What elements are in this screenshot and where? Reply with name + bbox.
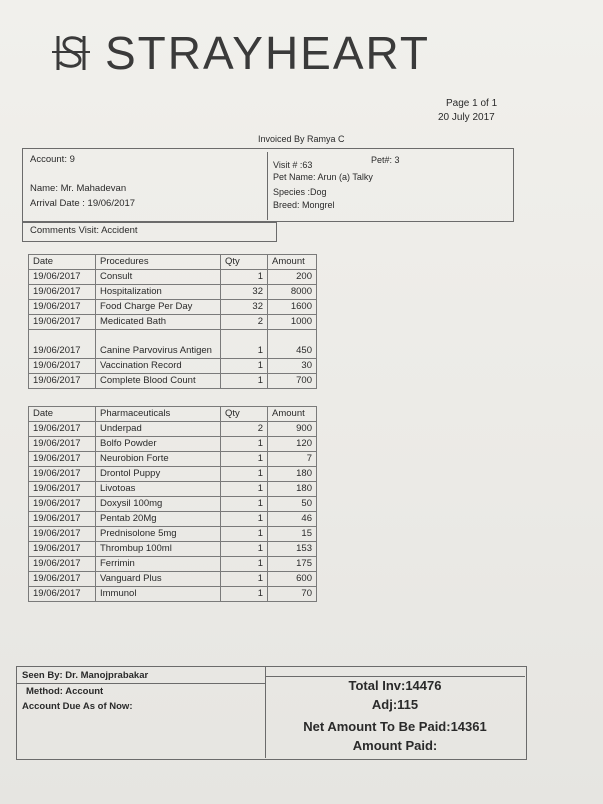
cell: 1	[221, 359, 268, 374]
cell: 1	[221, 512, 268, 527]
cell: 1	[221, 497, 268, 512]
cell: Pentab 20Mg	[96, 512, 221, 527]
total-invoice: Total Inv:14476	[348, 678, 442, 693]
cell: 19/06/2017	[29, 270, 96, 285]
cell: Underpad	[96, 422, 221, 437]
cell: 19/06/2017	[29, 359, 96, 374]
cell: 700	[268, 374, 317, 389]
cell: Vanguard Plus	[96, 572, 221, 587]
seen-by: Seen By: Dr. Manojprabakar	[22, 670, 149, 681]
cell: 1	[221, 270, 268, 285]
footer-divider-h2	[265, 676, 525, 677]
cell: Complete Blood Count	[96, 374, 221, 389]
cell: 19/06/2017	[29, 315, 96, 330]
account-due: Account Due As of Now:	[22, 701, 133, 712]
footer-divider-h	[16, 683, 265, 684]
cell: 8000	[268, 285, 317, 300]
cell: 19/06/2017	[29, 527, 96, 542]
column-header: Qty	[221, 255, 268, 270]
cell: 19/06/2017	[29, 437, 96, 452]
cell: 19/06/2017	[29, 285, 96, 300]
account-number: Account: 9	[30, 154, 75, 165]
invoice-date: 20 July 2017	[438, 112, 495, 123]
cell: Vaccination Record	[96, 359, 221, 374]
table-row	[29, 359, 317, 374]
cell: 175	[268, 557, 317, 572]
owner-name: Name: Mr. Mahadevan	[30, 183, 127, 194]
net-amount: Net Amount To Be Paid:14361	[303, 719, 487, 734]
table-row	[29, 572, 317, 587]
strayheart-logo-icon	[48, 30, 94, 76]
cell: 1	[221, 452, 268, 467]
cell: 1000	[268, 315, 317, 330]
column-header: Amount	[268, 407, 317, 422]
table-header-row	[29, 407, 317, 422]
cell: 180	[268, 467, 317, 482]
cell: 2	[221, 422, 268, 437]
cell: Drontol Puppy	[96, 467, 221, 482]
table-row	[29, 482, 317, 497]
column-header: Qty	[221, 407, 268, 422]
table-row	[29, 270, 317, 285]
table-row	[29, 452, 317, 467]
table-row	[29, 437, 317, 452]
cell: 180	[268, 482, 317, 497]
table-row	[29, 300, 317, 315]
table-row	[29, 330, 317, 359]
cell: Ferrimin	[96, 557, 221, 572]
column-header: Date	[29, 407, 96, 422]
cell: 1	[221, 527, 268, 542]
cell: Medicated Bath	[96, 315, 221, 330]
table-row	[29, 557, 317, 572]
cell: Doxysil 100mg	[96, 497, 221, 512]
cell: 19/06/2017	[29, 587, 96, 602]
cell: 7	[268, 452, 317, 467]
cell: 19/06/2017	[29, 422, 96, 437]
account-divider	[267, 152, 268, 220]
cell: 1	[221, 587, 268, 602]
cell: 19/06/2017	[29, 482, 96, 497]
breed: Breed: Mongrel	[273, 200, 335, 210]
cell: 50	[268, 497, 317, 512]
cell: 19/06/2017	[29, 330, 96, 359]
pet-number: Pet#: 3	[371, 155, 400, 165]
cell: Consult	[96, 270, 221, 285]
cell: 19/06/2017	[29, 374, 96, 389]
cell: 600	[268, 572, 317, 587]
table-row	[29, 512, 317, 527]
page-number: Page 1 of 1	[446, 98, 498, 109]
adjustment: Adj:115	[371, 697, 419, 712]
cell: 2	[221, 315, 268, 330]
cell: Neurobion Forte	[96, 452, 221, 467]
cell: 32	[221, 285, 268, 300]
cell: 15	[268, 527, 317, 542]
species: Species :Dog	[273, 187, 327, 197]
cell: Livotoas	[96, 482, 221, 497]
column-header: Pharmaceuticals	[96, 407, 221, 422]
cell: 30	[268, 359, 317, 374]
invoiced-by: Invoiced By Ramya C	[258, 134, 345, 144]
pharmaceuticals-table	[28, 406, 317, 602]
arrival-date: Arrival Date : 19/06/2017	[30, 198, 136, 209]
column-header: Procedures	[96, 255, 221, 270]
cell: 19/06/2017	[29, 497, 96, 512]
cell: Hospitalization	[96, 285, 221, 300]
cell: 19/06/2017	[29, 452, 96, 467]
cell: 1	[221, 330, 268, 359]
table-row	[29, 497, 317, 512]
logo	[48, 30, 94, 76]
payment-method: Method: Account	[26, 686, 104, 697]
amount-paid: Amount Paid:	[352, 738, 438, 753]
table-header-row	[29, 255, 317, 270]
cell: 32	[221, 300, 268, 315]
cell: 19/06/2017	[29, 300, 96, 315]
column-header: Amount	[268, 255, 317, 270]
cell: 1	[221, 437, 268, 452]
table-row	[29, 587, 317, 602]
cell: 19/06/2017	[29, 467, 96, 482]
table-row	[29, 467, 317, 482]
procedures-table	[28, 254, 317, 389]
cell: 153	[268, 542, 317, 557]
cell: 1	[221, 572, 268, 587]
cell: 1	[221, 542, 268, 557]
cell: 1600	[268, 300, 317, 315]
column-header: Date	[29, 255, 96, 270]
table-row	[29, 285, 317, 300]
cell: 1	[221, 482, 268, 497]
cell: Prednisolone 5mg	[96, 527, 221, 542]
cell: 19/06/2017	[29, 557, 96, 572]
table-row	[29, 542, 317, 557]
table-row	[29, 527, 317, 542]
cell: Bolfo Powder	[96, 437, 221, 452]
cell: Thrombup 100ml	[96, 542, 221, 557]
cell: 1	[221, 374, 268, 389]
cell: 450	[268, 330, 317, 359]
footer-divider-v	[265, 666, 266, 758]
cell: Canine Parvovirus Antigen	[96, 330, 221, 359]
cell: 900	[268, 422, 317, 437]
cell: Immunol	[96, 587, 221, 602]
cell: 19/06/2017	[29, 572, 96, 587]
table-row	[29, 374, 317, 389]
cell: 46	[268, 512, 317, 527]
cell: 19/06/2017	[29, 542, 96, 557]
pet-name: Pet Name: Arun (a) Talky	[273, 172, 373, 182]
table-row	[29, 315, 317, 330]
cell: 1	[221, 467, 268, 482]
brand-name: STRAYHEART	[105, 27, 431, 79]
cell: 120	[268, 437, 317, 452]
cell: 200	[268, 270, 317, 285]
cell: 70	[268, 587, 317, 602]
table-row	[29, 422, 317, 437]
cell: Food Charge Per Day	[96, 300, 221, 315]
cell: 1	[221, 557, 268, 572]
comments-text: Comments Visit: Accident	[30, 225, 138, 236]
visit-number: Visit # :63	[273, 160, 313, 170]
cell: 19/06/2017	[29, 512, 96, 527]
